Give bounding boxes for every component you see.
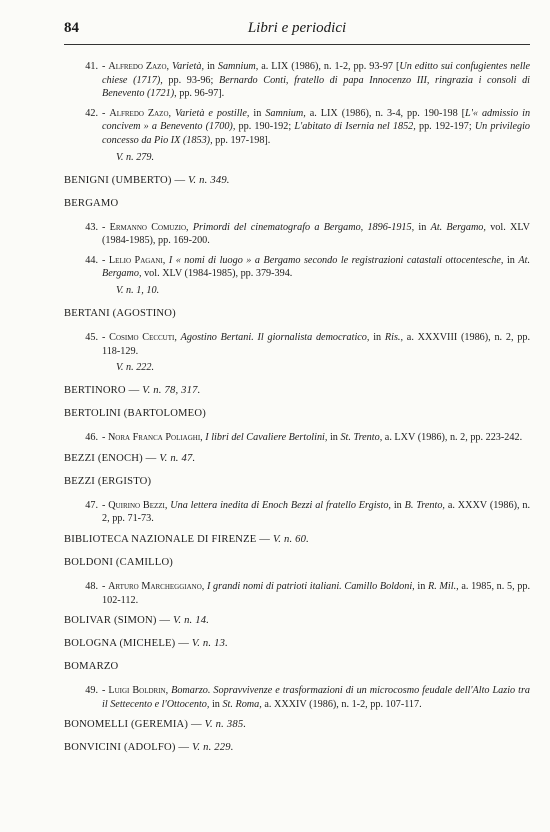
entry-journal: Samnium,: [265, 107, 306, 119]
see-reference: V. n. 13.: [191, 638, 228, 650]
heading-bertolini: BERTOLINI (BARTOLOMEO): [64, 408, 206, 420]
entry-46: [64, 431, 530, 445]
entry-number: 48.: [85, 580, 98, 592]
entry-pages: pp. 197-198].: [215, 134, 271, 146]
entry-author: Cosimo Ceccuti,: [109, 331, 177, 343]
heading-text: BOLOGNA (MICHELE) —: [64, 638, 190, 650]
entry-in: in: [417, 580, 426, 592]
heading-bergamo: BERGAMO: [64, 197, 119, 209]
see-reference: V. n. 349.: [188, 174, 230, 186]
entry-pub: vol. XLV (1984-1985), pp. 379-394.: [144, 268, 293, 280]
entry-author: Alfredo Zazo,: [109, 107, 172, 119]
entry-text: - Alfredo Zazo, Varietà, in Samnium, a. LIX (1986), n. 1-2, pp. 93-97 [Un editto sui confugientes nelle chiese (1717), pp. 93-96; Bernardo Conti, fratello di papa Innocenzo III, ringrazia i consoli di Benevento (1721), pp. 96-97].: [102, 61, 530, 100]
see-reference: V. n. 47.: [159, 452, 196, 464]
entry-title: I grandi nomi di patrioti italiani. Camillo Boldoni,: [207, 580, 415, 592]
entry-pub: vol. XLV (1984-1985), pp. 169-200.: [102, 221, 531, 247]
page-header: [64, 18, 530, 45]
entry-pages: pp. 93-96;: [168, 74, 214, 86]
entry-44: [64, 254, 530, 281]
see-reference: V. n. 60.: [272, 533, 309, 545]
entry-number: 43.: [85, 221, 98, 233]
heading-boldoni: BOLDONI (CAMILLO): [64, 556, 174, 568]
entry-pages: pp. 190-192;: [238, 121, 292, 133]
entry-journal: Samnium,: [217, 61, 259, 72]
entry-author: Alfredo Zazo,: [108, 61, 170, 72]
heading-benigni: [64, 175, 530, 186]
entry-journal: Ris.,: [384, 331, 404, 343]
entry-in: in: [253, 107, 262, 119]
entry-pages: pp. 192-197;: [418, 121, 472, 133]
heading-text: BONOMELLI (GEREMIA) —: [64, 719, 202, 731]
entry-title: Bomarzo. Sopravvivenze e trasformazioni di un microcosmo feudale dell'Alto Lazio tra il Settecento e l'Ottocento,: [102, 685, 530, 710]
entry-45: [64, 331, 530, 358]
heading-bonvicini: [64, 742, 530, 753]
entry-subtitle: L'abitato di Isernia nel 1852,: [294, 121, 416, 133]
heading-text: BERTINORO —: [64, 385, 140, 397]
page-body: [64, 60, 530, 753]
entry-text: - Ermanno Comuzio, Primordi del cinematografo a Bergamo, 1896-1915, in At. Bergamo, vol. XLV (1984-1985), pp. 169-200.: [102, 221, 531, 247]
entry-pub: a. LIX (1986), n. 1-2, pp. 93-97 [: [261, 61, 400, 72]
entry-42: [64, 107, 530, 148]
entry-text: - Cosimo Ceccuti, Agostino Bertani. Il giornalista democratico, in Ris., a. XXXVIII (1986), n. 2, pp. 118-129.: [102, 331, 530, 357]
see-reference: V. n. 385.: [204, 719, 247, 731]
entry-author: Lelio Pagani,: [108, 254, 166, 266]
see-reference: V. n. 78, 317.: [142, 385, 201, 397]
entry-in: in: [211, 698, 220, 710]
entry-title: I libri del Cavaliere Bertolini,: [205, 432, 328, 444]
heading-text: BONVICINI (ADOLFO) —: [64, 742, 190, 754]
entry-title: Agostino Bertani. Il giornalista democratico,: [180, 331, 370, 343]
entry-author: Luigi Boldrin,: [108, 685, 169, 697]
entry-subtitle: L'« admissio in concivem » a Benevento (1700),: [102, 107, 531, 133]
entry-title: Varietà,: [172, 61, 204, 72]
entry-text: - Nora Franca Poliaghi, I libri del Cavaliere Bertolini, in St. Trento, a. LXV (1986), n. 2, pp. 223-242.: [102, 432, 523, 444]
entry-pub: a. LXV (1986), n. 2, pp. 223-242.: [384, 432, 523, 444]
heading-bertani: BERTANI (AGOSTINO): [64, 307, 176, 319]
entry-subtitle: Un editto sui confugientes nelle chiese (1717),: [102, 61, 530, 86]
entry-in: in: [329, 432, 338, 444]
entry-number: 41.: [85, 61, 98, 72]
heading-bologna: [64, 638, 530, 649]
entry-text: - Arturo Marcheggiano, I grandi nomi di patrioti italiani. Camillo Boldoni, in R. Mil., a. 1985, n. 5, pp. 102-112.: [102, 580, 531, 606]
entry-pages: pp. 96-97].: [179, 88, 225, 100]
entry-text: - Alfredo Zazo, Varietà e postille, in Samnium, a. LIX (1986), n. 3-4, pp. 190-198 [L'« admissio in concivem » a Benevento (1700), pp. 190-192; L'abitato di Isernia nel 1852, pp. 192-197; Un privilegio concesso da Pio IX (1853), pp. 197-198].: [102, 107, 531, 146]
entry-pub: a. 1985, n. 5, pp. 102-112.: [102, 580, 531, 606]
entry-author: Arturo Marcheggiano,: [108, 580, 205, 592]
heading-text: BOLIVAR (SIMON) —: [64, 615, 171, 627]
entry-number: 45.: [85, 331, 98, 343]
entry-pub: a. XXXV (1986), n. 2, pp. 71-73.: [102, 499, 531, 525]
entry-journal: At. Bergamo,: [102, 254, 530, 280]
entry-author: Nora Franca Poliaghi,: [107, 432, 203, 444]
entry-journal: At. Bergamo,: [430, 221, 486, 233]
entry-in: in: [506, 254, 515, 266]
entry-number: 42.: [85, 107, 98, 119]
entry-number: 44.: [85, 254, 98, 266]
entry-title: Primordi del cinematografo a Bergamo, 1896-1915,: [192, 221, 415, 233]
entry-text: - Luigi Boldrin, Bomarzo. Sopravvivenze e trasformazioni di un microcosmo feudale dell'Alto Lazio tra il Settecento e l'Ottocento, in St. Roma, a. XXXIV (1986), n. 1-2, pp. 107-117.: [102, 685, 530, 710]
entry-41: [64, 60, 530, 101]
entry-author: Quirino Bezzi,: [108, 499, 168, 511]
entry-number: 49.: [85, 685, 98, 697]
entry-49: [64, 684, 530, 711]
heading-bomarzo: BOMARZO: [64, 661, 119, 673]
heading-bonomelli: [64, 719, 530, 730]
cross-reference: V. n. 222.: [116, 362, 155, 374]
entry-number: 47.: [85, 499, 98, 511]
cross-reference: V. n. 279.: [116, 151, 155, 163]
entry-journal: R. Mil.,: [427, 580, 459, 592]
entry-text: - Lelio Pagani, I « nomi di luogo » a Bergamo secondo le registrazioni catastali ottocentesche, in At. Bergamo, vol. XLV (1984-1985), pp. 379-394.: [102, 254, 530, 280]
entry-title: Una lettera inedita di Enoch Bezzi al fratello Ergisto,: [170, 499, 391, 511]
entry-author: Ermanno Comuzio,: [109, 221, 189, 233]
running-title: Libri e periodici: [247, 20, 347, 36]
entry-title: I « nomi di luogo » a Bergamo secondo le registrazioni catastali ottocentesche,: [168, 254, 504, 266]
entry-47: [64, 499, 530, 526]
entry-journal: B. Trento,: [404, 499, 445, 511]
entry-pub: a. XXXVIII (1986), n. 2, pp. 118-129.: [102, 331, 530, 357]
page-number: 84: [64, 20, 79, 36]
entry-text: - Quirino Bezzi, Una lettera inedita di Enoch Bezzi al fratello Ergisto, in B. Trento, a. XXXV (1986), n. 2, pp. 71-73.: [102, 499, 531, 525]
heading-bezzi-enoch: [64, 453, 530, 464]
entry-journal: St. Trento,: [340, 432, 383, 444]
entry-in: in: [373, 331, 382, 343]
heading-bezzi-ergisto: BEZZI (ERGISTO): [64, 475, 152, 487]
entry-title: Varietà e postille,: [175, 107, 250, 119]
entry-pub: a. LIX (1986), n. 3-4, pp. 190-198 [: [309, 107, 466, 119]
entry-subtitle: Un privilegio concesso da Pio IX (1853),: [102, 121, 531, 146]
see-reference: V. n. 229.: [192, 742, 234, 754]
heading-text: BENIGNI (UMBERTO) —: [64, 174, 186, 186]
entry-number: 46.: [85, 432, 98, 444]
entry-43: [64, 221, 530, 248]
heading-bertinoro: [64, 385, 530, 396]
cross-reference: V. n. 1, 10.: [116, 284, 160, 296]
heading-text: BEZZI (ENOCH) —: [64, 452, 157, 464]
entry-journal: St. Roma,: [222, 698, 262, 710]
entry-in: in: [393, 499, 402, 511]
entry-pub: a. XXXIV (1986), n. 1-2, pp. 107-117.: [264, 698, 422, 710]
heading-biblioteca: [64, 534, 530, 545]
entry-in: in: [206, 61, 215, 72]
see-reference: V. n. 14.: [173, 615, 210, 627]
heading-text: BIBLIOTECA NAZIONALE DI FIRENZE —: [64, 533, 271, 545]
entry-48: [64, 580, 530, 607]
entry-in: in: [418, 221, 427, 233]
heading-bolivar: [64, 615, 530, 626]
entry-subtitle: Bernardo Conti, fratello di papa Innocenzo III, ringrazia i consoli di Benevento (1721),: [102, 74, 530, 100]
